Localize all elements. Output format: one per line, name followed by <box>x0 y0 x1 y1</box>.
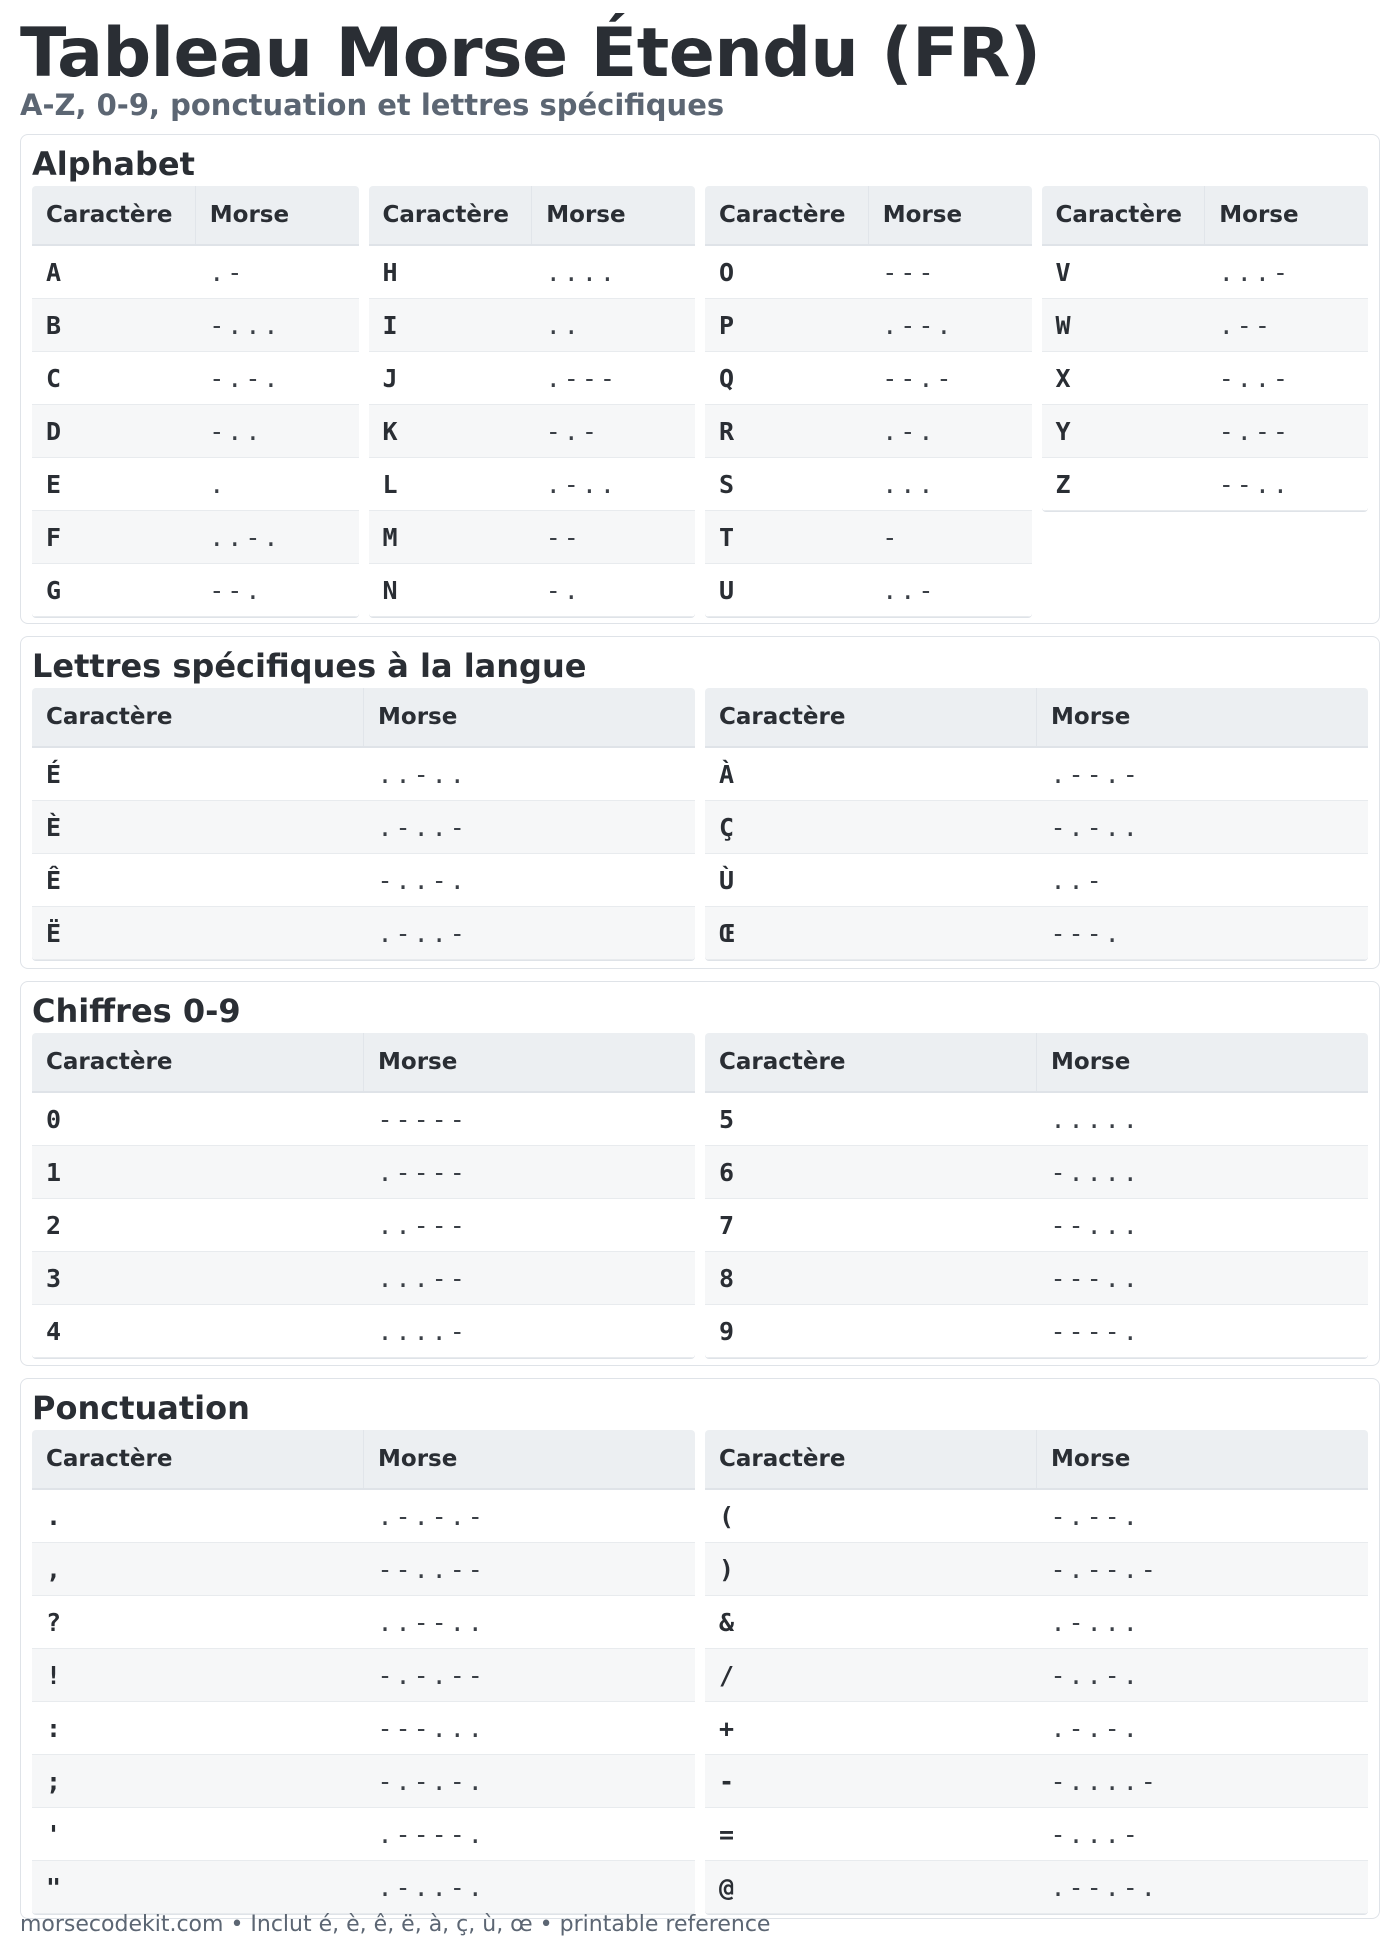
morse-cell: ..- <box>868 564 1031 617</box>
morse-cell: .-..- <box>364 907 696 960</box>
morse-cell: ..-.. <box>364 747 696 801</box>
morse-cell: -..-. <box>364 854 696 907</box>
morse-cell: -..- <box>1205 352 1368 405</box>
morse-cell: ----. <box>1037 1305 1369 1358</box>
column-header-morse: Morse <box>364 688 696 747</box>
morse-cell: ---. <box>1037 907 1369 960</box>
column-header-morse: Morse <box>1037 1033 1369 1092</box>
morse-cell: -.... <box>1037 1146 1369 1199</box>
character-cell: 2 <box>32 1199 364 1252</box>
table-row <box>1042 405 1369 458</box>
morse-cell: --... <box>1037 1199 1369 1252</box>
character-cell: W <box>1042 299 1205 352</box>
column-header-morse: Morse <box>364 1430 696 1489</box>
table-row <box>1042 299 1369 352</box>
section-title: Alphabet <box>32 145 195 183</box>
character-cell: T <box>705 511 868 564</box>
morse-cell: --..-- <box>364 1543 696 1596</box>
character-cell: 4 <box>32 1305 364 1358</box>
character-cell: E <box>32 458 195 511</box>
morse-cell: .---- <box>364 1146 696 1199</box>
table-row <box>705 1808 1368 1861</box>
table-row <box>32 1861 695 1914</box>
morse-cell: . <box>195 458 358 511</box>
character-cell: ) <box>705 1543 1037 1596</box>
table-row <box>705 1649 1368 1702</box>
table-row <box>32 299 359 352</box>
column-header-character: Caractère <box>32 1430 364 1489</box>
table-header-row <box>705 688 1368 747</box>
character-cell: & <box>705 1596 1037 1649</box>
character-cell: I <box>369 299 532 352</box>
table-row <box>705 458 1032 511</box>
morse-table <box>705 1430 1368 1914</box>
table-row <box>705 352 1032 405</box>
character-cell: G <box>32 564 195 617</box>
column-header-character: Caractère <box>705 1033 1037 1092</box>
character-cell: È <box>32 801 364 854</box>
column-header-character: Caractère <box>705 688 1037 747</box>
character-cell: U <box>705 564 868 617</box>
character-cell: ' <box>32 1808 364 1861</box>
table-row <box>705 1755 1368 1808</box>
character-cell: A <box>32 245 195 299</box>
character-cell: @ <box>705 1861 1037 1914</box>
table-row <box>32 1305 695 1358</box>
character-cell: K <box>369 405 532 458</box>
table-header-row <box>32 688 695 747</box>
morse-cell: .-- <box>1205 299 1368 352</box>
character-cell: F <box>32 511 195 564</box>
morse-cell: ..... <box>1037 1092 1369 1146</box>
table-row <box>705 1252 1368 1305</box>
morse-cell: ----- <box>364 1092 696 1146</box>
morse-cell: -- <box>532 511 695 564</box>
table-row <box>32 1808 695 1861</box>
morse-table <box>705 688 1368 960</box>
column-header-character: Caractère <box>32 688 364 747</box>
table-header-row <box>705 1430 1368 1489</box>
table-header-row <box>705 1033 1368 1092</box>
character-cell: Y <box>1042 405 1205 458</box>
table-row <box>369 458 696 511</box>
table-row <box>705 747 1368 801</box>
table-row <box>705 1305 1368 1358</box>
character-cell: C <box>32 352 195 405</box>
table-row <box>32 1489 695 1543</box>
table-row <box>32 352 359 405</box>
morse-table <box>32 688 695 960</box>
character-cell: ( <box>705 1489 1037 1543</box>
column-header-morse: Morse <box>1037 688 1369 747</box>
morse-cell: .----. <box>364 1808 696 1861</box>
character-cell: M <box>369 511 532 564</box>
character-cell: 1 <box>32 1146 364 1199</box>
character-cell: O <box>705 245 868 299</box>
morse-cell: -.--. <box>1037 1489 1369 1543</box>
morse-cell: .- <box>195 245 358 299</box>
morse-cell: .-.-.- <box>364 1489 696 1543</box>
table-row <box>1042 458 1369 511</box>
morse-cell: .... <box>532 245 695 299</box>
character-cell: R <box>705 405 868 458</box>
morse-cell: ...-- <box>364 1252 696 1305</box>
table-row <box>705 1596 1368 1649</box>
table-header-row <box>369 186 696 245</box>
character-cell: Z <box>1042 458 1205 511</box>
morse-cell: -. <box>532 564 695 617</box>
morse-cell: .-..-. <box>364 1861 696 1914</box>
column-header-morse: Morse <box>532 186 695 245</box>
character-cell: . <box>32 1489 364 1543</box>
table-row <box>705 1702 1368 1755</box>
character-cell: 0 <box>32 1092 364 1146</box>
character-cell: / <box>705 1649 1037 1702</box>
character-cell: 6 <box>705 1146 1037 1199</box>
character-cell: P <box>705 299 868 352</box>
footer-note: morsecodekit.com • Inclut é, è, ê, ë, à, ç, ù, œ • printable reference <box>20 1912 771 1937</box>
table-row <box>705 1146 1368 1199</box>
morse-cell: -.. <box>195 405 358 458</box>
section-digits <box>20 981 1380 1366</box>
table-row <box>32 801 695 854</box>
morse-cell: --- <box>868 245 1031 299</box>
column-header-morse: Morse <box>868 186 1031 245</box>
table-grid <box>32 688 1368 960</box>
table-row <box>32 1199 695 1252</box>
morse-cell: ..--- <box>364 1199 696 1252</box>
table-row <box>369 405 696 458</box>
table-row <box>705 1092 1368 1146</box>
table-header-row <box>1042 186 1369 245</box>
table-row <box>705 405 1032 458</box>
table-row <box>32 747 695 801</box>
column-header-character: Caractère <box>32 1033 364 1092</box>
morse-cell: .--- <box>532 352 695 405</box>
table-header-row <box>32 1033 695 1092</box>
table-row <box>32 854 695 907</box>
character-cell: Ç <box>705 801 1037 854</box>
morse-cell: ---... <box>364 1702 696 1755</box>
table-row <box>32 1755 695 1808</box>
morse-cell: -.-.. <box>1037 801 1369 854</box>
character-cell: = <box>705 1808 1037 1861</box>
character-cell: Ù <box>705 854 1037 907</box>
character-cell: - <box>705 1755 1037 1808</box>
section-title: Ponctuation <box>32 1389 250 1427</box>
morse-cell: .. <box>532 299 695 352</box>
character-cell: L <box>369 458 532 511</box>
character-cell: 7 <box>705 1199 1037 1252</box>
morse-cell: -... <box>195 299 358 352</box>
character-cell: À <box>705 747 1037 801</box>
character-cell: Q <box>705 352 868 405</box>
morse-cell: -.-- <box>1205 405 1368 458</box>
column-header-morse: Morse <box>195 186 358 245</box>
table-row <box>369 564 696 617</box>
character-cell: ? <box>32 1596 364 1649</box>
morse-cell: -.--.- <box>1037 1543 1369 1596</box>
morse-cell: ....- <box>364 1305 696 1358</box>
table-row <box>705 1199 1368 1252</box>
morse-cell: .-.. <box>532 458 695 511</box>
table-header-row <box>32 1430 695 1489</box>
morse-cell: --.. <box>1205 458 1368 511</box>
table-row <box>32 907 695 960</box>
table-row <box>705 1861 1368 1914</box>
morse-table <box>705 1033 1368 1358</box>
character-cell: S <box>705 458 868 511</box>
column-header-character: Caractère <box>32 186 195 245</box>
table-row <box>1042 245 1369 299</box>
character-cell: " <box>32 1861 364 1914</box>
table-grid <box>32 186 1368 617</box>
morse-cell: -....- <box>1037 1755 1369 1808</box>
table-row <box>705 245 1032 299</box>
table-header-row <box>705 186 1032 245</box>
table-row <box>32 405 359 458</box>
character-cell: Ë <box>32 907 364 960</box>
character-cell: D <box>32 405 195 458</box>
table-row <box>32 564 359 617</box>
morse-cell: ..- <box>1037 854 1369 907</box>
table-row <box>32 1092 695 1146</box>
morse-cell: .--.-. <box>1037 1861 1369 1914</box>
table-row <box>32 1146 695 1199</box>
morse-cell: .--. <box>868 299 1031 352</box>
table-row <box>369 352 696 405</box>
character-cell: N <box>369 564 532 617</box>
table-row <box>705 511 1032 564</box>
morse-cell: .-.-. <box>1037 1702 1369 1755</box>
character-cell: + <box>705 1702 1037 1755</box>
table-row <box>32 458 359 511</box>
section-title: Chiffres 0-9 <box>32 992 241 1030</box>
table-row <box>705 299 1032 352</box>
character-cell: ; <box>32 1755 364 1808</box>
table-row <box>369 245 696 299</box>
character-cell: : <box>32 1702 364 1755</box>
section-title: Lettres spécifiques à la langue <box>32 647 587 685</box>
table-row <box>32 511 359 564</box>
character-cell: 8 <box>705 1252 1037 1305</box>
morse-cell: --. <box>195 564 358 617</box>
character-cell: V <box>1042 245 1205 299</box>
table-row <box>369 299 696 352</box>
character-cell: , <box>32 1543 364 1596</box>
table-row <box>705 801 1368 854</box>
morse-cell: -..-. <box>1037 1649 1369 1702</box>
character-cell: H <box>369 245 532 299</box>
column-header-character: Caractère <box>369 186 532 245</box>
page-subtitle: A-Z, 0-9, ponctuation et lettres spécifiques <box>20 88 725 122</box>
table-row <box>32 1702 695 1755</box>
section-language-letters <box>20 636 1380 969</box>
morse-cell: .-..- <box>364 801 696 854</box>
morse-cell: ...- <box>1205 245 1368 299</box>
character-cell: 3 <box>32 1252 364 1305</box>
morse-cell: ..-. <box>195 511 358 564</box>
table-grid <box>32 1430 1368 1914</box>
column-header-morse: Morse <box>1205 186 1368 245</box>
morse-cell: ... <box>868 458 1031 511</box>
table-row <box>32 1649 695 1702</box>
character-cell: ! <box>32 1649 364 1702</box>
morse-table <box>32 186 359 617</box>
morse-cell: -.-.-- <box>364 1649 696 1702</box>
character-cell: 5 <box>705 1092 1037 1146</box>
table-row <box>32 1596 695 1649</box>
morse-cell: ..--.. <box>364 1596 696 1649</box>
morse-cell: - <box>868 511 1031 564</box>
character-cell: B <box>32 299 195 352</box>
section-alphabet <box>20 134 1380 624</box>
character-cell: 9 <box>705 1305 1037 1358</box>
morse-table <box>705 186 1032 617</box>
character-cell: X <box>1042 352 1205 405</box>
column-header-morse: Morse <box>364 1033 696 1092</box>
character-cell: Œ <box>705 907 1037 960</box>
table-row <box>369 511 696 564</box>
character-cell: É <box>32 747 364 801</box>
morse-table <box>369 186 696 617</box>
table-row <box>32 1543 695 1596</box>
table-grid <box>32 1033 1368 1358</box>
morse-cell: .-. <box>868 405 1031 458</box>
table-header-row <box>32 186 359 245</box>
character-cell: J <box>369 352 532 405</box>
morse-cell: -.- <box>532 405 695 458</box>
morse-cell: -.-. <box>195 352 358 405</box>
table-row <box>1042 352 1369 405</box>
morse-cell: -.-.-. <box>364 1755 696 1808</box>
table-row <box>705 564 1032 617</box>
table-row <box>705 907 1368 960</box>
section-punctuation <box>20 1378 1380 1919</box>
table-row <box>705 1489 1368 1543</box>
column-header-character: Caractère <box>1042 186 1205 245</box>
column-header-character: Caractère <box>705 1430 1037 1489</box>
table-row <box>32 1252 695 1305</box>
column-header-morse: Morse <box>1037 1430 1369 1489</box>
morse-table <box>32 1033 695 1358</box>
morse-cell: ---.. <box>1037 1252 1369 1305</box>
morse-cell: -...- <box>1037 1808 1369 1861</box>
morse-cell: .--.- <box>1037 747 1369 801</box>
morse-cell: .-... <box>1037 1596 1369 1649</box>
column-header-character: Caractère <box>705 186 868 245</box>
table-row <box>32 245 359 299</box>
table-row <box>705 1543 1368 1596</box>
morse-table <box>1042 186 1369 511</box>
page-title: Tableau Morse Étendu (FR) <box>20 14 1041 93</box>
morse-cell: --.- <box>868 352 1031 405</box>
morse-table <box>32 1430 695 1914</box>
character-cell: Ê <box>32 854 364 907</box>
table-row <box>705 854 1368 907</box>
